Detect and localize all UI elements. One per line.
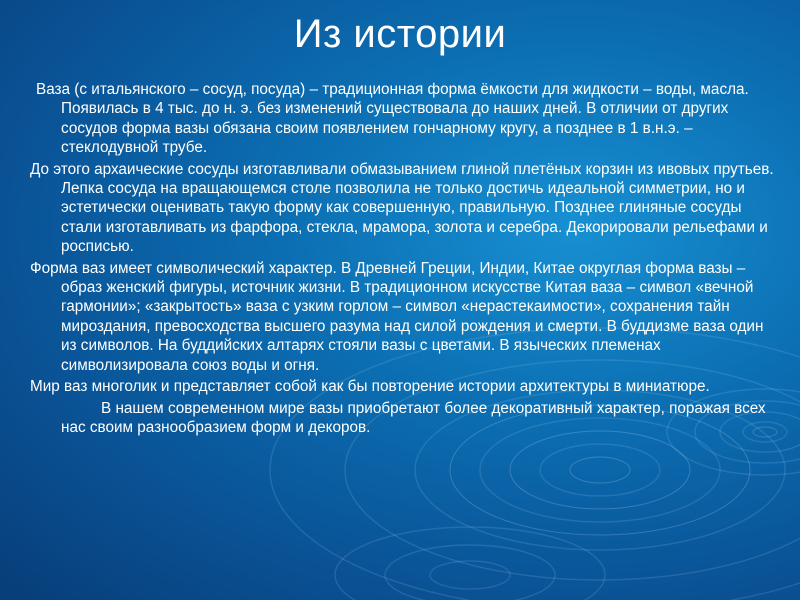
slide-title: Из истории (293, 12, 507, 56)
paragraph-vase-definition: Ваза (с итальянского – сосуд, посуда) – традиционная форма ёмкости для жидкости – воды, масла. Появилась в 4 тыс. до н. э. без изменений существовала до наших дней. В отличии от других сосудов форма вазы обязана своим появлением гончарному кругу, а позднее в 1 в.н.э. – стеклодувной трубе. (36, 81, 749, 157)
slide-body (30, 80, 775, 437)
paragraph-archaic-vessels: До этого архаические сосуды изготавливали обмазыванием глиной плетёных корзин из ивовых прутьев. Лепка сосуда на вращающемся столе позволила не только достичь идеальной симметрии, но и эстетически оценивать такую форму как совершенную, правильную. Позднее глиняные сосуды стали изготавливать из фарфора, стекла, мрамора, золота и серебра. Декорировали рельефами и росписью. (30, 160, 774, 256)
paragraph-modern-world: В нашем современном мире вазы приобретают более декоративный характер, поражая всех нас своим разнообразием форм и декоров. (61, 399, 766, 436)
paragraph-architecture: Мир ваз многолик и представляет собой как бы повторение истории архитектуры в миниатюре. (30, 378, 710, 396)
paragraph-symbolism: Форма ваз имеет символический характер. В Древней Греции, Индии, Китае округлая форма вазы – образ женский фигуры, источник жизни. В традиционном искусстве Китая ваза – символ «вечной гармонии»; «закрытость» ваза с узким горлом – символ «нерастекаимости», сохранения тайн мироздания, превосходства высшего разума над силой рождения и смерти. В буддизме ваза один из символов. На буддийских алтарях стояли вазы с цветами. В языческих племенах символизировала союз воды и огня. (30, 259, 764, 374)
